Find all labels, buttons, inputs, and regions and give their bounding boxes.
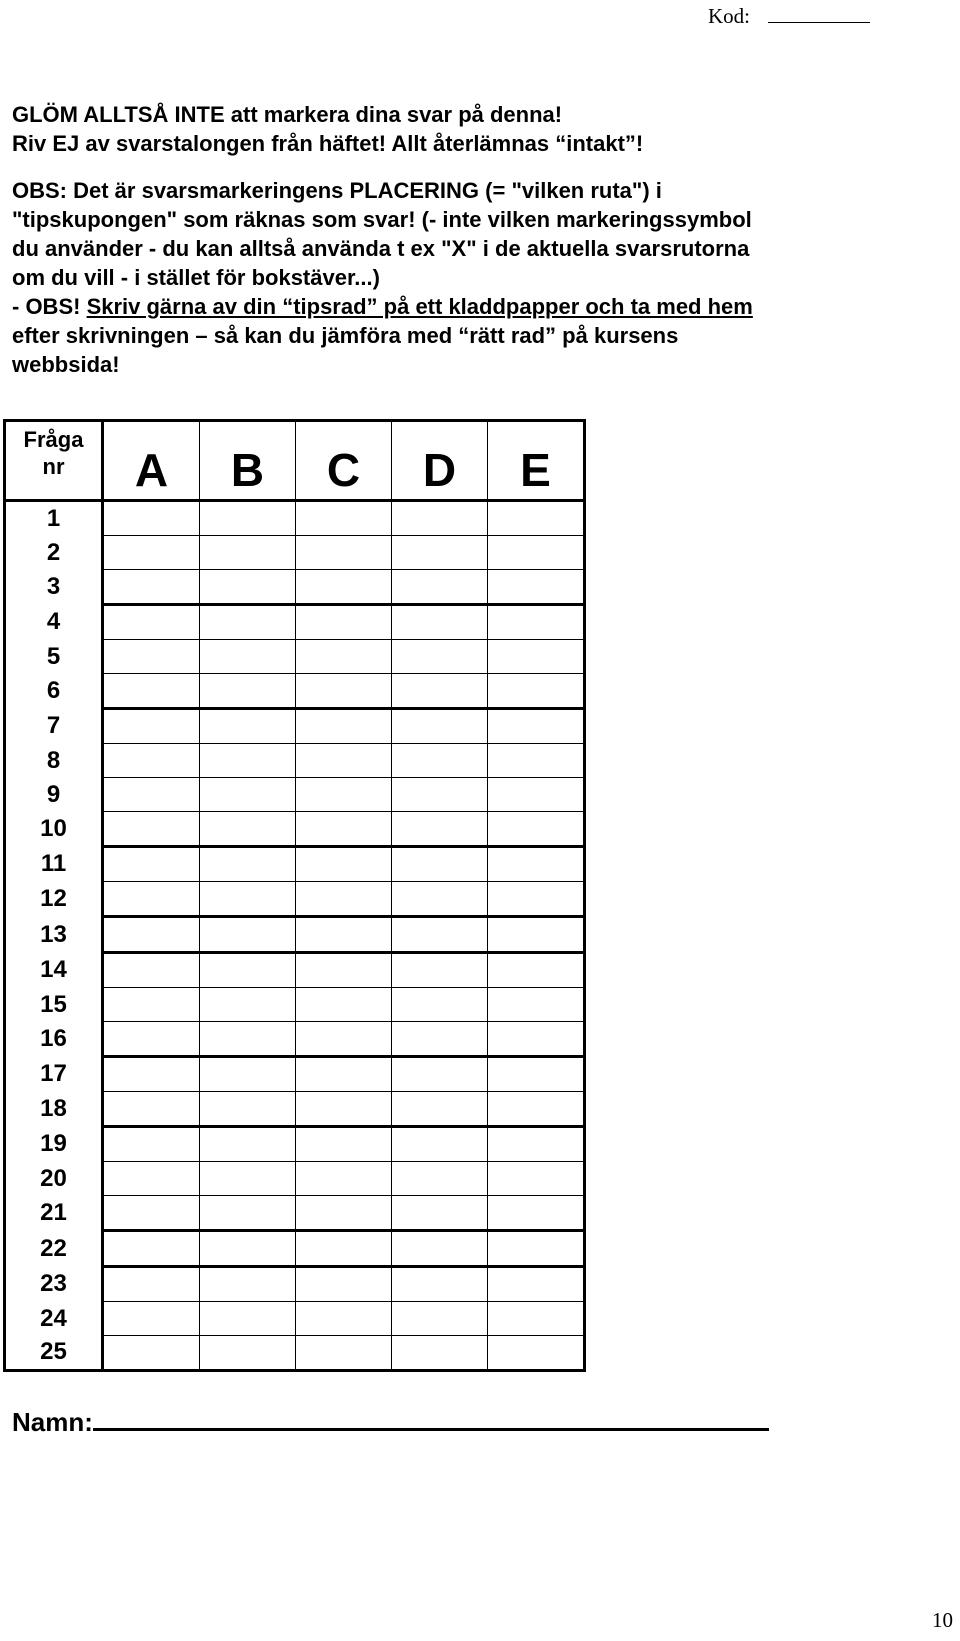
answer-cell-2-d[interactable] — [392, 536, 488, 570]
obs2-line-2: efter skrivningen – så kan du jämföra med “rätt rad” på kursens — [12, 323, 679, 348]
answer-cell-14-c[interactable] — [296, 953, 392, 988]
answer-cell-19-d[interactable] — [392, 1127, 488, 1162]
answer-cell-25-c[interactable] — [296, 1336, 392, 1371]
answer-cell-8-c[interactable] — [296, 744, 392, 778]
answer-cell-8-e[interactable] — [488, 744, 585, 778]
answer-cell-16-d[interactable] — [392, 1022, 488, 1057]
table-row — [5, 605, 585, 640]
answer-cell-16-b[interactable] — [200, 1022, 296, 1057]
answer-cell-22-b[interactable] — [200, 1231, 296, 1267]
obs2-line-3: webbsida! — [12, 352, 120, 377]
answer-cell-15-a[interactable] — [103, 988, 200, 1022]
table-row — [5, 1302, 585, 1336]
answer-cell-14-d[interactable] — [392, 953, 488, 988]
answer-cell-24-c[interactable] — [296, 1302, 392, 1336]
question-number: 12 — [5, 882, 103, 917]
answer-cell-1-c[interactable] — [296, 501, 392, 536]
answer-cell-13-b[interactable] — [200, 917, 296, 953]
answer-cell-22-d[interactable] — [392, 1231, 488, 1267]
answer-cell-21-b[interactable] — [200, 1196, 296, 1231]
answer-cell-12-d[interactable] — [392, 882, 488, 917]
question-number: 2 — [5, 536, 103, 570]
answer-cell-22-e[interactable] — [488, 1231, 585, 1267]
kod-blank[interactable] — [768, 4, 870, 23]
question-number: 6 — [5, 674, 103, 709]
answer-cell-20-b[interactable] — [200, 1162, 296, 1196]
answer-cell-13-d[interactable] — [392, 917, 488, 953]
namn-field — [12, 1406, 769, 1438]
answer-cell-6-a[interactable] — [103, 674, 200, 709]
answer-cell-3-b[interactable] — [200, 570, 296, 605]
question-number: 10 — [5, 812, 103, 847]
answer-cell-6-b[interactable] — [200, 674, 296, 709]
answer-cell-11-b[interactable] — [200, 847, 296, 882]
namn-label: Namn: — [12, 1407, 93, 1437]
answer-cell-9-c[interactable] — [296, 778, 392, 812]
instruction-line-2: Riv EJ av svarstalongen från häftet! Allt återlämnas “intakt”! — [12, 131, 644, 156]
answer-cell-20-e[interactable] — [488, 1162, 585, 1196]
answer-cell-10-c[interactable] — [296, 812, 392, 847]
question-number: 21 — [5, 1196, 103, 1231]
answer-cell-9-d[interactable] — [392, 778, 488, 812]
answer-cell-11-c[interactable] — [296, 847, 392, 882]
answer-cell-3-d[interactable] — [392, 570, 488, 605]
answer-cell-16-c[interactable] — [296, 1022, 392, 1057]
answer-cell-15-d[interactable] — [392, 988, 488, 1022]
namn-blank[interactable] — [93, 1406, 769, 1431]
answer-cell-17-d[interactable] — [392, 1057, 488, 1092]
answer-cell-20-a[interactable] — [103, 1162, 200, 1196]
kod-label: Kod: — [708, 4, 750, 28]
table-row — [5, 640, 585, 674]
question-number: 25 — [5, 1336, 103, 1371]
question-number: 5 — [5, 640, 103, 674]
answer-cell-18-a[interactable] — [103, 1092, 200, 1127]
answer-cell-19-e[interactable] — [488, 1127, 585, 1162]
answer-cell-23-b[interactable] — [200, 1267, 296, 1302]
answer-cell-1-a[interactable] — [103, 501, 200, 536]
option-header-b: B — [200, 421, 296, 501]
question-number: 18 — [5, 1092, 103, 1127]
answer-cell-23-d[interactable] — [392, 1267, 488, 1302]
answer-cell-10-d[interactable] — [392, 812, 488, 847]
answer-cell-1-d[interactable] — [392, 501, 488, 536]
table-row — [5, 1231, 585, 1267]
answer-cell-6-c[interactable] — [296, 674, 392, 709]
table-row — [5, 1057, 585, 1092]
answer-cell-18-b[interactable] — [200, 1092, 296, 1127]
answer-cell-4-b[interactable] — [200, 605, 296, 640]
answer-cell-13-c[interactable] — [296, 917, 392, 953]
answer-cell-4-c[interactable] — [296, 605, 392, 640]
instruction-line-1: GLÖM ALLTSÅ INTE att markera dina svar på denna! — [12, 102, 563, 127]
question-number: 24 — [5, 1302, 103, 1336]
question-number: 7 — [5, 709, 103, 744]
question-number: 9 — [5, 778, 103, 812]
answer-cell-3-a[interactable] — [103, 570, 200, 605]
obs2-prefix: - OBS! — [12, 294, 87, 319]
answer-cell-2-e[interactable] — [488, 536, 585, 570]
answer-cell-4-d[interactable] — [392, 605, 488, 640]
question-number: 20 — [5, 1162, 103, 1196]
answer-cell-12-e[interactable] — [488, 882, 585, 917]
answer-cell-24-d[interactable] — [392, 1302, 488, 1336]
answer-cell-17-a[interactable] — [103, 1057, 200, 1092]
question-number: 13 — [5, 917, 103, 953]
answer-cell-15-e[interactable] — [488, 988, 585, 1022]
table-row — [5, 988, 585, 1022]
answer-cell-21-a[interactable] — [103, 1196, 200, 1231]
answer-cell-25-d[interactable] — [392, 1336, 488, 1371]
answer-cell-11-a[interactable] — [103, 847, 200, 882]
answer-cell-21-e[interactable] — [488, 1196, 585, 1231]
table-row — [5, 778, 585, 812]
answer-cell-12-a[interactable] — [103, 882, 200, 917]
answer-cell-6-d[interactable] — [392, 674, 488, 709]
answer-cell-6-e[interactable] — [488, 674, 585, 709]
answer-grid — [3, 419, 586, 1372]
answer-cell-10-a[interactable] — [103, 812, 200, 847]
answer-cell-19-a[interactable] — [103, 1127, 200, 1162]
answer-cell-18-d[interactable] — [392, 1092, 488, 1127]
answer-cell-23-c[interactable] — [296, 1267, 392, 1302]
table-row — [5, 847, 585, 882]
answer-cell-10-b[interactable] — [200, 812, 296, 847]
page-number: 10 — [932, 1608, 953, 1632]
answer-cell-7-a[interactable] — [103, 709, 200, 744]
table-row — [5, 570, 585, 605]
table-row — [5, 812, 585, 847]
answer-cell-18-e[interactable] — [488, 1092, 585, 1127]
question-number-header: Fråga nr — [5, 421, 103, 501]
table-row — [5, 709, 585, 744]
answer-cell-14-b[interactable] — [200, 953, 296, 988]
answer-cell-12-c[interactable] — [296, 882, 392, 917]
answer-cell-3-e[interactable] — [488, 570, 585, 605]
answer-cell-7-c[interactable] — [296, 709, 392, 744]
obs-line-4: om du vill - i stället för bokstäver...) — [12, 265, 380, 290]
answer-cell-1-b[interactable] — [200, 501, 296, 536]
question-number: 1 — [5, 501, 103, 536]
answer-cell-14-a[interactable] — [103, 953, 200, 988]
table-row — [5, 953, 585, 988]
option-header-c: C — [296, 421, 392, 501]
table-row — [5, 1162, 585, 1196]
obs2-underlined: Skriv gärna av din “tipsrad” på ett kladdpapper och ta med hem — [86, 294, 753, 319]
answer-cell-5-e[interactable] — [488, 640, 585, 674]
answer-cell-25-e[interactable] — [488, 1336, 585, 1371]
answer-cell-15-b[interactable] — [200, 988, 296, 1022]
answer-cell-11-e[interactable] — [488, 847, 585, 882]
instructions — [12, 100, 912, 379]
question-number: 19 — [5, 1127, 103, 1162]
answer-cell-15-c[interactable] — [296, 988, 392, 1022]
table-row — [5, 882, 585, 917]
answer-cell-7-e[interactable] — [488, 709, 585, 744]
answer-cell-22-a[interactable] — [103, 1231, 200, 1267]
obs-line-2: "tipskupongen" som räknas som svar! (- inte vilken markeringssymbol — [12, 207, 752, 232]
table-row — [5, 1092, 585, 1127]
answer-cell-11-d[interactable] — [392, 847, 488, 882]
answer-cell-4-a[interactable] — [103, 605, 200, 640]
answer-cell-8-d[interactable] — [392, 744, 488, 778]
option-header-d: D — [392, 421, 488, 501]
question-number: 16 — [5, 1022, 103, 1057]
answer-cell-5-a[interactable] — [103, 640, 200, 674]
table-row — [5, 501, 585, 536]
obs-line-1: OBS: Det är svarsmarkeringens PLACERING (= "vilken ruta") i — [12, 178, 662, 203]
answer-cell-1-e[interactable] — [488, 501, 585, 536]
answer-cell-2-c[interactable] — [296, 536, 392, 570]
answer-cell-25-a[interactable] — [103, 1336, 200, 1371]
answer-cell-16-a[interactable] — [103, 1022, 200, 1057]
answer-cell-5-c[interactable] — [296, 640, 392, 674]
answer-cell-2-a[interactable] — [103, 536, 200, 570]
answer-cell-9-b[interactable] — [200, 778, 296, 812]
answer-cell-3-c[interactable] — [296, 570, 392, 605]
answer-cell-2-b[interactable] — [200, 536, 296, 570]
question-number: 15 — [5, 988, 103, 1022]
answer-cell-22-c[interactable] — [296, 1231, 392, 1267]
answer-cell-24-e[interactable] — [488, 1302, 585, 1336]
question-number: 17 — [5, 1057, 103, 1092]
table-row — [5, 674, 585, 709]
answer-cell-17-c[interactable] — [296, 1057, 392, 1092]
answer-cell-9-e[interactable] — [488, 778, 585, 812]
answer-cell-9-a[interactable] — [103, 778, 200, 812]
answer-cell-8-b[interactable] — [200, 744, 296, 778]
answer-cell-13-a[interactable] — [103, 917, 200, 953]
answer-cell-19-b[interactable] — [200, 1127, 296, 1162]
answer-cell-16-e[interactable] — [488, 1022, 585, 1057]
answer-cell-7-b[interactable] — [200, 709, 296, 744]
answer-cell-18-c[interactable] — [296, 1092, 392, 1127]
table-row — [5, 917, 585, 953]
kod-field — [708, 4, 870, 29]
answer-cell-21-c[interactable] — [296, 1196, 392, 1231]
answer-cell-5-b[interactable] — [200, 640, 296, 674]
question-number: 23 — [5, 1267, 103, 1302]
table-row — [5, 1127, 585, 1162]
answer-cell-4-e[interactable] — [488, 605, 585, 640]
question-number: 22 — [5, 1231, 103, 1267]
answer-cell-25-b[interactable] — [200, 1336, 296, 1371]
answer-cell-17-e[interactable] — [488, 1057, 585, 1092]
answer-cell-23-e[interactable] — [488, 1267, 585, 1302]
table-row — [5, 1336, 585, 1371]
answer-cell-7-d[interactable] — [392, 709, 488, 744]
answer-cell-24-a[interactable] — [103, 1302, 200, 1336]
answer-cell-23-a[interactable] — [103, 1267, 200, 1302]
table-row — [5, 1022, 585, 1057]
answer-cell-19-c[interactable] — [296, 1127, 392, 1162]
option-header-e: E — [488, 421, 585, 501]
table-row — [5, 1267, 585, 1302]
question-number: 14 — [5, 953, 103, 988]
table-row — [5, 536, 585, 570]
answer-cell-8-a[interactable] — [103, 744, 200, 778]
answer-cell-17-b[interactable] — [200, 1057, 296, 1092]
question-number: 8 — [5, 744, 103, 778]
answer-cell-10-e[interactable] — [488, 812, 585, 847]
table-row — [5, 1196, 585, 1231]
question-number: 4 — [5, 605, 103, 640]
option-header-a: A — [103, 421, 200, 501]
answer-cell-24-b[interactable] — [200, 1302, 296, 1336]
answer-cell-13-e[interactable] — [488, 917, 585, 953]
obs2-line-1 — [12, 292, 912, 321]
table-row — [5, 744, 585, 778]
answer-cell-21-d[interactable] — [392, 1196, 488, 1231]
answer-cell-12-b[interactable] — [200, 882, 296, 917]
question-number: 11 — [5, 847, 103, 882]
answer-cell-20-c[interactable] — [296, 1162, 392, 1196]
obs-line-3: du använder - du kan alltså använda t ex "X" i de aktuella svarsrutorna — [12, 236, 750, 261]
answer-cell-5-d[interactable] — [392, 640, 488, 674]
answer-grid-header — [5, 421, 585, 501]
question-number: 3 — [5, 570, 103, 605]
answer-cell-14-e[interactable] — [488, 953, 585, 988]
answer-cell-20-d[interactable] — [392, 1162, 488, 1196]
